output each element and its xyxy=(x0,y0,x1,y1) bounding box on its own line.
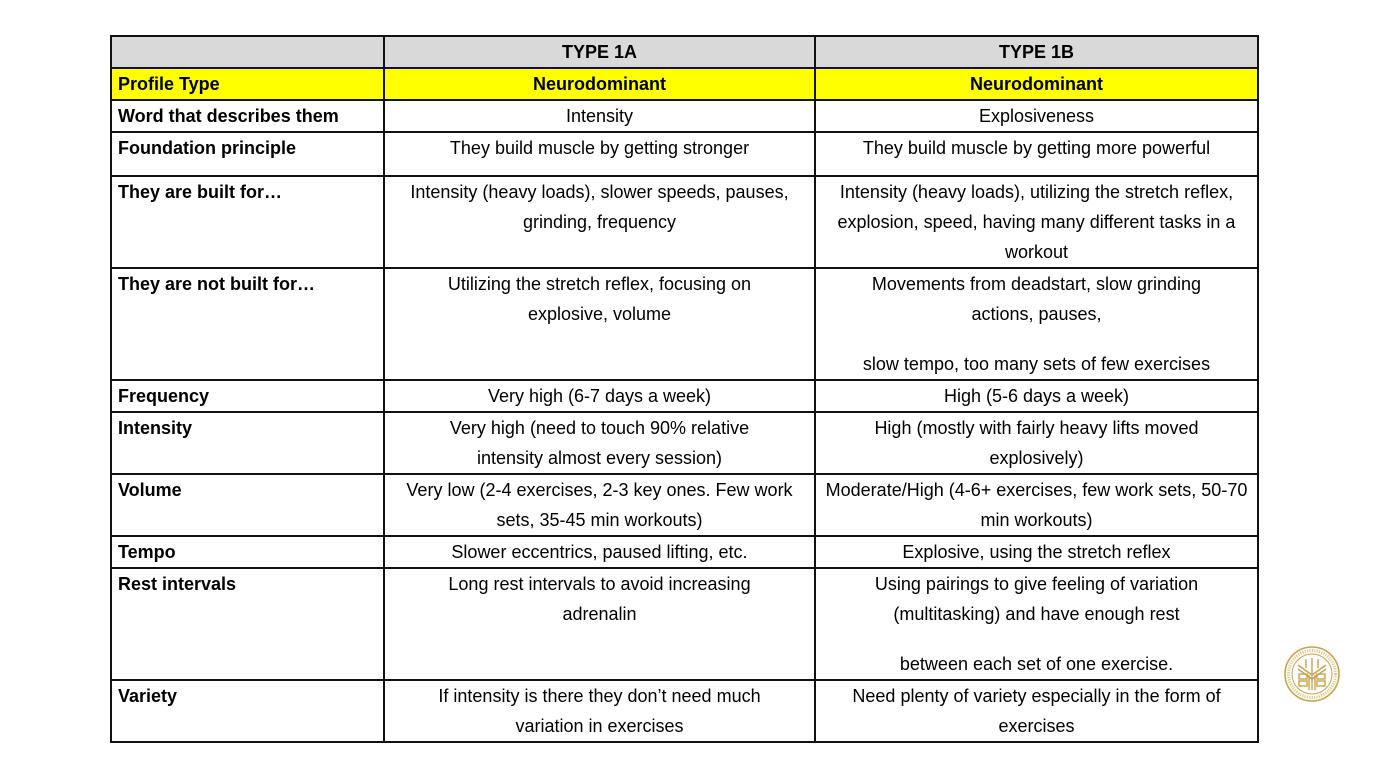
table-row-foundation xyxy=(111,132,1258,176)
cell-type-1b xyxy=(815,568,1258,680)
row-label: Foundation principle xyxy=(111,132,384,176)
row-label: Tempo xyxy=(111,536,384,568)
table-row-volume xyxy=(111,474,1258,536)
row-label: Intensity xyxy=(111,412,384,474)
header-row xyxy=(111,36,1258,68)
cell-type-1a: If intensity is there they don’t need much variation in exercises xyxy=(384,680,815,742)
header-corner-cell xyxy=(111,36,384,68)
table-row-rest-intervals xyxy=(111,568,1258,680)
cell-type-1b xyxy=(815,268,1258,380)
cell-type-1a: Very high (need to touch 90% relative intensity almost every session) xyxy=(384,412,815,474)
cell-type-1a: Very high (6-7 days a week) xyxy=(384,380,815,412)
table-row-frequency xyxy=(111,380,1258,412)
cell-type-1b: High (5-6 days a week) xyxy=(815,380,1258,412)
blank-line xyxy=(846,629,1227,649)
cell-text-part-b: between each set of one exercise. xyxy=(899,654,1174,674)
cell-type-1b: High (mostly with fairly heavy lifts moved explosively) xyxy=(815,412,1258,474)
profile-comparison-table xyxy=(110,35,1259,743)
cell-type-1b: Explosive, using the stretch reflex xyxy=(815,536,1258,568)
cell-type-1a: Intensity (heavy loads), slower speeds, pauses, grinding, frequency xyxy=(384,176,815,268)
row-label: Variety xyxy=(111,680,384,742)
cell-type-1a: Utilizing the stretch reflex, focusing on explosive, volume xyxy=(384,268,815,380)
table-row-word xyxy=(111,100,1258,132)
row-label: They are not built for… xyxy=(111,268,384,380)
profile-type-label: Profile Type xyxy=(111,68,384,100)
row-label: Frequency xyxy=(111,380,384,412)
profile-type-1b: Neurodominant xyxy=(815,68,1258,100)
cell-type-1b: Intensity (heavy loads), utilizing the stretch reflex, explosion, speed, having many different tasks in a workout xyxy=(815,176,1258,268)
cell-type-1a: Intensity xyxy=(384,100,815,132)
gold-circular-emblem-icon xyxy=(1284,646,1340,702)
table-row-intensity xyxy=(111,412,1258,474)
cell-type-1a: They build muscle by getting stronger xyxy=(384,132,815,176)
profile-type-1a: Neurodominant xyxy=(384,68,815,100)
header-type-1a: TYPE 1A xyxy=(384,36,815,68)
cell-type-1b: Explosiveness xyxy=(815,100,1258,132)
header-type-1b: TYPE 1B xyxy=(815,36,1258,68)
table-row-tempo xyxy=(111,536,1258,568)
cell-text-part-a: Movements from deadstart, slow grinding actions, pauses, xyxy=(871,274,1202,324)
cell-text-part-a: Using pairings to give feeling of variation (multitasking) and have enough rest xyxy=(874,574,1199,624)
cell-type-1b: Need plenty of variety especially in the form of exercises xyxy=(815,680,1258,742)
table-row-variety xyxy=(111,680,1258,742)
row-label: Volume xyxy=(111,474,384,536)
cell-type-1a: Long rest intervals to avoid increasing adrenalin xyxy=(384,568,815,680)
cell-type-1a: Slower eccentrics, paused lifting, etc. xyxy=(384,536,815,568)
cell-type-1a: Very low (2-4 exercises, 2-3 key ones. Few work sets, 35-45 min workouts) xyxy=(384,474,815,536)
comparison-sheet xyxy=(110,35,1257,743)
table-row-built-for xyxy=(111,176,1258,268)
table-row-not-built-for xyxy=(111,268,1258,380)
profile-type-row xyxy=(111,68,1258,100)
blank-line xyxy=(846,329,1227,349)
row-label: Word that describes them xyxy=(111,100,384,132)
cell-text-part-b: slow tempo, too many sets of few exercises xyxy=(862,354,1211,374)
row-label: They are built for… xyxy=(111,176,384,268)
row-label: Rest intervals xyxy=(111,568,384,680)
cell-type-1b: They build muscle by getting more powerful xyxy=(815,132,1258,176)
cell-type-1b: Moderate/High (4-6+ exercises, few work sets, 50-70 min workouts) xyxy=(815,474,1258,536)
